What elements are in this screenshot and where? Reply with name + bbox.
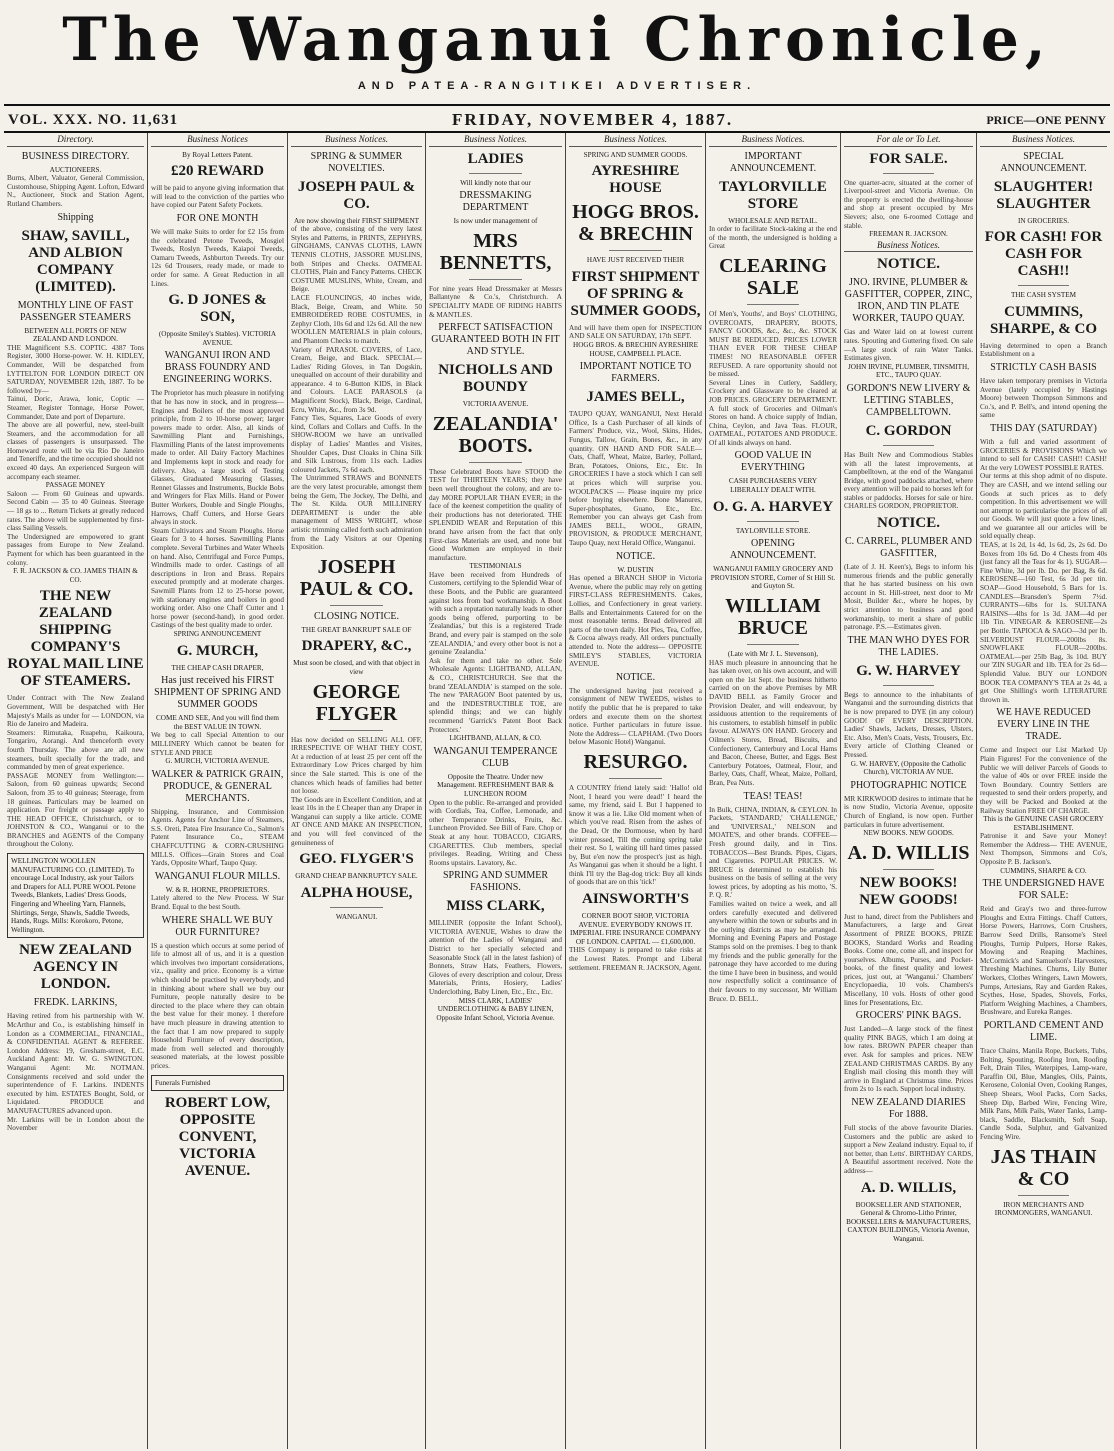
advert-block: Fancy Ties, Squares, Lace Goods of every kind, Collars and Collars and Cuffs. In the SHOW-ROOM we have an unrivalled display of Ladies' Mantles and Visites, Shoulder Capes, Dust Cloaks in China Silk and Silk Lustrous, from 11s each. Ladies coloured Jackets, 7s 6d each. xyxy=(291,414,422,474)
advert-block: IMPORTANT NOTICE TO FARMERS. xyxy=(579,361,692,385)
divider xyxy=(883,869,935,870)
column-1 xyxy=(4,133,147,1449)
advert-block: Must soon be closed, and with that object in view xyxy=(293,659,420,676)
advert-block: WANGANUI TEMPERANCE CLUB xyxy=(433,745,558,769)
advert-block: GEORGE FLYGER xyxy=(312,680,401,725)
advert-block: We will make Suits to order for £2 15s from the celebrated Petone Tweeds, Mosgiel Tweeds, Roslyn Tweeds, Kaiapoi Tweeds, Oamaru Tweeds, Ashburton Tweeds. Try our 12s 6d Trousers, ready made, or made to order for same. A Great Reduction in all Lines. xyxy=(151,227,284,288)
divider xyxy=(1018,285,1069,286)
divider xyxy=(747,521,798,522)
advert-block: ZEALANDIA' BOOTS. xyxy=(432,412,559,457)
advert-block: DRESSMAKING DEPARTMENT xyxy=(459,190,532,214)
advert-block: And will have them open for INSPECTION AND SALE ON SATURDAY, 17th SEPT. xyxy=(569,323,702,341)
divider xyxy=(469,462,522,463)
advert-block: TEAS, at 1s 2d, 1s 4d, 1s 6d, 2s, 2s 6d. Do Boxes from 10s 6d. Do 4 Chests from 40s (just fancy all the Teas for 4s 1). SUGAR—Fine White, 3d per lb. Do. per Bag, 8s 6d. KEROSENE—160 Test, 6s 3d per tin. SOAP—Good Household, 5 Bars for 1s. CANDLES—Bransden's Sperm 7½d. CURRANTS—6lbs for 1s. SULTANA RAISINS—4lbs for 1s 3d. JAM—4d per 1lb Tin. VINEGAR & KEROSENE—2s per Bottle. TAPIOCA & SAGO—3d per lb. SILVERDUST FLOUR—200lbs 8s. SNOWFLAKE FLOUR—200lbs. OATMEAL—per 25lb Bag, 3s 10d. BUY our 'ZIN SUGAR and 1lb. TEA for 2s 6d—Splendid Value. BUY our LONDON BOOK TEA COMPANY'S TEA at 2s 4d, a get One Shilling's worth LITERATURE thrown in. xyxy=(980,541,1107,704)
advert-block: CLOSING NOTICE. xyxy=(314,610,399,622)
advert-block: PORTLAND CEMENT AND LIME. xyxy=(983,1019,1104,1043)
advert-block: The undersigned having just received a consignment of NEW TWEEDS, wishes to notify the public that he is prepared to take orders and execute them on the shortest notice. Further particulars in future issue. Note the Address— CLAPHAM. (Two Doors below Masonic Hotel) Wanganui. xyxy=(569,686,702,747)
issue-price: PRICE—ONE PENNY xyxy=(986,113,1106,127)
advert-block: WANGANUI FAMILY GROCERY AND PROVISION STORE, Corner of St Hill St. and Guyton St. xyxy=(710,565,836,591)
advert-block: The Goods are in Excellent Condition, and at least 10s in the £ Cheaper than any Draper in Wanganui can supply a like article. COME AT ONCE AND MAKE AN INSPECTION, and you will feel convinced of the genuineness of xyxy=(291,795,422,847)
advert-block: G. W. HARVEY xyxy=(856,662,961,679)
advert-block: PHOTOGRAPHIC NOTICE xyxy=(850,779,967,791)
advert-block: LACE FLOUNCINGS, 40 inches wide, Black, Beige, Cream, and White. 50 EMBROIDERED ROBE COSTUMES, in Zephyr Cloth, 10s 6d and 12s 6d. All the new WOOLLEN MATERIALS in plain colours, and Phantom Checks to match. xyxy=(291,293,422,345)
advert-block: GOOD VALUE IN EVERYTHING xyxy=(734,450,812,474)
advert-block: Tainui, Doric, Arawa, Ionic, Coptic — Steamer, Register Tonnage, Horse Power, Commander, Date and port of Departure. xyxy=(7,395,144,421)
advert-block: WILLIAM BRUCE xyxy=(725,595,821,640)
advert-block: SPRING & SUMMER NOVELTIES. xyxy=(310,150,403,174)
advert-block: WANGANUI. xyxy=(335,912,378,921)
advert-block: G. W. HARVEY, (Opposite the Catholic Church), VICTORIA AV NUE. xyxy=(850,759,967,777)
divider xyxy=(609,778,662,779)
divider xyxy=(469,279,522,280)
advert-block: Having retired from his partnership with W. McArthur and Co., is establishing himself in London as a COMMERCIAL, FINANCIAL, & CONFIDENTIAL AGENT & REFEREE. London Address: 19, Gresham-street, E.C. Auckland Agent: Mr. W. G. SWINGTON. Wanganui Agent: Mr. NOTMAN. Consignments received and sold under the superintendence of F. Larkins. INDENTS executed by him. ESTATES Bought, Sold, or Liquidated. PRODUCE and MANUFACTURES advanced upon. xyxy=(7,1012,144,1115)
column-3 xyxy=(287,133,425,1449)
advert-block: TAUPO QUAY, WANGANUI, Next Herald Office, Is a Cash Purchaser of all kinds of Farmers' Produce, viz., Wool, Skins, Hides, Fungus, Tallow, Grain, Bones, &c., in any quantity. ON HAND AND FOR SALE—Oats, Chaff, Wheat, Maize, Barley, Pollard, Bran, Potatoes, Onions, Etc., Etc. In GROCERIES I have a stock which I can sell at prices which will surprise you. WOOLPACKS — Please inquire my price before buying elsewhere. Bone Manures, Super-phosphates, Guano, Etc., Etc. Remember you can always get Cash from JAMES BELL, WOOL, GRAIN, PROVISION, & PRODUCE MERCHANT, Taupo Quay, next Herald Office, Wanganui. xyxy=(569,410,702,548)
advert-block: LIGHTBAND, ALLAN, & CO. xyxy=(449,734,542,743)
advert-block: MISS CLARK, LADIES' UNDERCLOTHING & BABY LINEN, Opposite Infant School, Victoria Avenue. xyxy=(436,996,555,1022)
advert-block: Just to hand, direct from the Publishers and Manufacturers, a large and Great Assortment of PRIZE BOOKS, PRIZE BOOKS, Standard Works and Reading Books. Come one, come all, and inspect for yourselves. Albums, Purses, and Pocket-books, of the finest quality and lowest prices, just out, at 'Wanganui.' Chambers' Encyclopaedia, 10 vols. Chambers's Miscellany, 10 vols. Hosts of other good lines for Presentations, Etc. xyxy=(844,912,973,1007)
advert-block: IRON MERCHANTS AND IRONMONGERS, WANGANUI. xyxy=(994,1200,1093,1218)
column-header: For ale or To Let. xyxy=(844,133,973,147)
advert-block: WANGANUI FLOUR MILLS. xyxy=(154,870,281,882)
advert-block: A. D. WILLIS xyxy=(847,841,970,864)
advert-block: Having determined to open a Branch Establishment on a xyxy=(980,341,1107,359)
issue-date: FRIDAY, NOVEMBER 4, 1887. xyxy=(452,110,734,129)
advert-block: NICHOLLS AND BOUNDY xyxy=(438,362,553,396)
advert-block: Ask for them and take no other. Sole Wholesale Agents: LIGHTBAND, ALLAN, & CO., CHRISTCHURCH. See that the brand 'ZEALANDIA' is stamped on the sole. The new 'PARAGON' Boot patented by us, and the INDESTRUCTIBLE TOE, are splendid things; and we can highly recommend 'Garrick's Patent Boot Back Protectors.' xyxy=(429,656,562,734)
advert-block: THE CHEAP CASH DRAPER, xyxy=(171,663,264,672)
advert-block: AINSWORTH'S xyxy=(582,891,689,908)
advert-block: JAMES BELL, xyxy=(586,389,685,406)
top-rule xyxy=(4,104,1110,106)
advert-block: SPRING ANNOUNCEMENT xyxy=(173,629,262,638)
advert-block: With a full and varied assortment of GROCERIES & PROVISIONS Which we intend to sell for CASH! CASH!! CASH! At the very LOWEST POSSIBLE RATES. xyxy=(980,437,1107,472)
advert-block: ALPHA HOUSE, xyxy=(300,884,413,901)
advert-block: WANGANUI IRON AND BRASS FOUNDRY AND ENGINEERING WORKS. xyxy=(163,350,272,386)
advert-block: THE Magnificent S.S. COPTIC. 4387 Tons Register, 3000 Horse-power. W. H. KIDLEY, Commander, Will be despatched from LYTTELTON FOR LONDON DIRECT ON SATURDAY, NOVEMBER 12th, 1887. To be followed by— xyxy=(7,343,144,395)
advert-block: MRS BENNETTS, xyxy=(439,229,552,274)
advert-block: Open to the public. Re-arranged and provided with Cordials, Tea, Coffee, Lemonade, and other Temperance Drinks, Fruits, &c. Luncheon Provided. See Bill of Fare. Chop or Steak at any hour. TOBACCO, CIGARS, CIGARETTES. Club members, special privileges. Reading, Writing and Chess Rooms upstairs. Lavatory, &c. xyxy=(429,798,562,867)
advert-block: NEW BOOKS. NEW GOODS. xyxy=(863,829,954,838)
advert-block: These Celebrated Boots have STOOD the TEST for THIRTEEN YEARS; they have been well throughout the colony, and are to-day MORE POPULAR THAN EVER; in the face of the keenest competition the quality of their productions has not deteriorated. THE SPLENDID WEAR and Reputation of this brand have arisen from the fact that only First-class Materials are used, and none but Good Workmen are employed in their manufacture. xyxy=(429,467,562,562)
advert-block: Has now decided on SELLING ALL OFF, IRRESPECTIVE OF WHAT THEY COST, At a reduction of at least 25 per cent off the Extraordinary Low Prices charged by him since the Sale started. This is one of the chances which heads of families had better not loose. xyxy=(291,735,422,796)
divider xyxy=(883,685,935,686)
advert-block: Of Men's, Youths', and Boys' CLOTHING, OVERCOATS, DRAPERY, BOOTS, FANCY GOODS, &c., &c., &c. STOCK MUST BE REDUCED. PRICES LOWER THAN EVER FOR THESE CHEAP TIMES! NO REASONABLE OFFER REFUSED. A rare opportunity should not be missed. xyxy=(709,309,837,379)
advert-block: HOGG BROS. & BRECHIN xyxy=(572,201,699,246)
advert-block: FOR CASH! FOR CASH FOR CASH!! xyxy=(984,229,1103,280)
advert-block: NEW ZEALAND DIARIES For 1888. xyxy=(851,1097,966,1120)
advert-block: A. D. WILLIS, xyxy=(860,1179,957,1196)
advert-block: WHOLESALE AND RETAIL. xyxy=(728,216,818,225)
advert-block: will be paid to anyone giving information that will lead to the conviction of the parties who have copied our Patent Safety Pockets. xyxy=(151,184,284,210)
advert-block: BUSINESS DIRECTORY. xyxy=(21,150,130,162)
advert-block: TESTIMONIALS xyxy=(469,562,522,571)
advert-block: JAS THAIN & CO xyxy=(990,1145,1097,1190)
advert-block: Under Contract with The New Zealand Government, Will be despatched with Her Majesty's Mails as under for — LONDON, via Rio de Janeiro and Madeira. xyxy=(7,694,144,729)
advert-block: C. CARREL, PLUMBER AND GASFITTER, xyxy=(845,536,972,560)
advert-block: (Late of J. H. Keen's), Begs to inform his numerous friends and the public generally that he has started business on his own account in St. Hill-street, next door to Mr Mosit, Builder &c., where he hopes, by strict attention to business and good workmanship, to merit a share of public patronage. P.S.—Estimates given. xyxy=(844,563,973,632)
advert-block: Business Notices. xyxy=(844,239,973,253)
advert-block: BETWEEN ALL PORTS OF NEW ZEALAND AND LONDON. xyxy=(24,326,127,344)
advert-block: COME AND SEE, And you will find them the BEST VALUE IN TOWN. xyxy=(156,714,279,731)
advert-block: STRICTLY CASH BASIS xyxy=(990,361,1097,373)
advert-block: F. R. JACKSON & CO. JAMES THAIN & CO. xyxy=(13,567,138,584)
advert-block: OPENING ANNOUNCEMENT. xyxy=(729,538,817,562)
column-header: Business Notices xyxy=(151,133,284,147)
advert-block: CLEARING SALE xyxy=(719,254,827,299)
advert-block: PASSAGE MONEY xyxy=(45,481,106,490)
advert-block: Has opened a BRANCH SHOP in Victoria Avenue, where the public may rely on getting FIRST-CLASS REFRESHMENTS. Cakes, Lollies, and Confectionery in great variety. Balls and Entertainments Catered for on the most reasonable terms. Bread delivered all parts of the town daily. Hot Pies, Tea, Coffee, & Cocoa always ready. All orders punctually attended to. Note the address— OPPOSITE SMILEY'S STABLES, VICTORIA AVENUE. xyxy=(569,574,702,669)
advert-block: FREDK. LARKINS, xyxy=(33,997,118,1009)
advert-block: Trace Chains, Manila Rope, Buckets, Tubs, Bolting, Spouting, Roofing Iron, Roofing Felt, Drain Tiles, Waterpipes, Lamp-ware, Paraffin Oil, Blue, Mangles, Oils, Paints, Kerosene, Colonial Oven, Cooking Ranges, Sheep Shears, Wool Packs, Corn Sacks, Sheep Dip, Barbed Wire, Fencing Wire, Milk Pans, Milk Pails, Water Tanks, Lamp-black, Saddle, Blacksmith, Soft Soap, Candle Soda, Sulphur, and Galvanized Fencing Wire. xyxy=(980,1046,1107,1141)
advert-block: IN GROCERIES. xyxy=(1017,216,1070,225)
advert-block: Gas and Water laid on at lowest current rates. Spouting and Guttering fixed. On sale—A large stock of rain Water Tanks. Estimates given. xyxy=(844,328,973,363)
divider xyxy=(747,644,798,645)
advert-block: The Proprietor has much pleasure in notifying that he has now in stock, and in progress— Engines and Boilers of the most approved principle, from 2 to 10-horse power; larger powers made to order. Also, all kinds of Sawmilling Plant and Furnishings, Flaxmilling Plants of the latest improvements made to order. All Dairy Factory Machines and Implements kept in stock and ready for delivery. Also, a large stock of Testing Glasses, Graduated Measuring Glasses, Rennet Glasses and Instruments, Buckle Bobs and Wringers for Flax Mills. Hand or Power Butter Workers, Double and Single Ploughs, Harrows, Chaff Cutters, and Horse Gears always in stock. xyxy=(151,389,284,527)
column-header: Business Notices. xyxy=(429,133,562,147)
advert-block: HOGG BROS. & BRECHIN AYRESHIRE HOUSE, CAMPBELL PLACE. xyxy=(573,340,698,358)
advert-block: Burns, Albert, Valuator, General Commission, Customhouse, Shipping Agent. Lofton, Edward N., Auctioneer, Stock and Station Agent, Rutland Chambers. xyxy=(7,174,144,208)
advert-block: Opposite the Theatre. Under new Management. REFRESHMENT BAR & LUNCHEON ROOM xyxy=(437,772,554,798)
advert-block: The Untrimmed STRAWS and BONNETS are the very latest procurable, amongst them being the Gem, The Jockey, The Delhi, and The St. Kilda. OUR MILLINERY DEPARTMENT is under the able management of MISS WRIGHT, whose artistic trimming called forth such admiration from the Lady Visitors at our Opening Exposition. xyxy=(291,474,422,552)
advert-block: W. DUSTIN xyxy=(617,565,654,574)
masthead xyxy=(0,0,1114,108)
advert-block: One quarter-acre, situated at the corner of Liverpool-street and Victoria Avenue. On the property is erected the dwelling-house and shop at present occupied by Mrs Sievers; also, one 6-roomed Cottage and stable. xyxy=(844,178,973,230)
advert-block: Variety of PARASOL COVERS, of Lace, Cream, Beige, and Black. SPECIAL—Ladies' Riding Gloves, in Tan Dogskin, unequalled on account of their durability and appearance. 4 to 6-Button KIDS, in Black and Colours. LACE PARASOLS (a Magnificent Stock), Black, Beige, Cardinal, Ecru, White, &c., from 3s 9d. xyxy=(291,345,422,414)
advert-block: CUMMINS, SHARPE & CO. xyxy=(1000,866,1087,875)
advert-block: NOTICE. xyxy=(877,515,940,532)
advert-block: THE CASH SYSTEM xyxy=(1010,291,1077,300)
advert-block: RESURGO. xyxy=(583,750,688,773)
advert-block: G. MURCH, xyxy=(176,642,259,659)
advert-block: Lately altered to the New Process. W Star Brand. Equal to the best South. xyxy=(151,894,284,912)
advert-block: Steam Cultivators and Steam Ploughs. Horse Gears for 3 to 4 horses. Sawmilling Plants complete. Several Turbines and Water Wheels on hand. Also, Centrifugal and Force Pumps, Windmills made to order. Castings of all descriptions in Iron and Brass. Repairs executed promptly and at moderate charges. Sawmill Plants from 12 to 25-horse power, with stationary engines and boilers in good working order. Also one Chaff Cutter and 1 horse power (second-hand), in good order. Castings of the best quality made to order. xyxy=(151,526,284,630)
advert-block: This is the GENUINE CASH GROCERY ESTABLISHMENT. xyxy=(983,815,1104,832)
advert-block: THE UNDERSIGNED HAVE FOR SALE: xyxy=(982,878,1105,902)
advert-block: ROBERT LOW, OPPOSITE CONVENT, VICTORIA AVENUE. xyxy=(164,1095,271,1180)
advert-block: Reid and Gray's two and three-furrow Ploughs and Extra Fittings. Chaff Cutters, Horse Powers, Harrows, Corn Crushers, Barrow Seed Drills, Ransome's Steel Ploughs, Turnip Pulpers, Horse Rakes, Mowing and Reaping Machines, McCormick's and Samuelson's Harvesters, Threshing Machines. Churns, Lily Butter Workers, Clothes Wringers, Lawn Mowers, Pumps, Artesians, Ray and Garden Rakes, Scythes, Hose, Spades, Shovels, Forks, Platform Weighing Machines, a Chambers, Brushware, and Eureka Ranges. xyxy=(980,905,1107,1017)
advert-block: SPRING AND SUMMER GOODS. xyxy=(583,150,688,159)
advert-block: IMPORTANT ANNOUNCEMENT. xyxy=(729,150,817,174)
advert-block: Just Landed—A large stock of the finest quality PINK BAGS, which I am doing at low rates. BROWN PAPER cheaper than ever. Ask for samples and prices. NEW ZEALAND CHRISTMAS CARDS. By any English mail closing this month they will arrive in England at Christmas time. Prices from 2s to 1s each. Support local industry. xyxy=(844,1025,973,1094)
advert-block: GORDON'S NEW LIVERY & LETTING STABLES, CAMPBELLTOWN. xyxy=(846,382,971,418)
column-4 xyxy=(425,133,565,1449)
advert-block: FIRST SHIPMENT OF SPRING & SUMMER GOODS, xyxy=(570,268,701,319)
divider xyxy=(469,173,522,174)
column-5 xyxy=(565,133,705,1449)
column-header: Directory. xyxy=(7,133,144,147)
advert-block: SPECIAL ANNOUNCEMENT. xyxy=(1000,150,1087,174)
divider xyxy=(883,445,935,446)
advert-block: of the above, consisting of the very latest Styles and Patterns, in PRINTS, ZEPHYRS, GINGHAMS, CANVAS CLOTHS, LAWN TENNIS CLOTHS, JASSORE MUSLINS, both Stripes and Checks. OATMEAL CLOTHS, Plain and Fancy Patterns. CHECK COSTUME MUSLINS, White, Cream, and Beige. xyxy=(291,225,422,294)
advert-block: Saloon — From 60 Guineas and upwards. Second Cabin — 35 to 40 Guineas. Steerage — 18 gs to ... Return Tickets at greatly reduced rates. The above will be supplemented by first-class Sailing Vessels. xyxy=(7,489,144,533)
advert-block: Funerals Furnished xyxy=(151,1075,284,1092)
advert-block: SPRING AND SUMMER FASHIONS. xyxy=(442,870,549,894)
advert-block: WELLINGTON WOOLLEN MANUFACTURING CO. (LIMITED). To encourage Local Industry, ask your Tailors and Drapers for ALL PURE WOOL Petone Tweeds, Blankets, Ladies' Dress Goods, Fingering and Wheeling Yarn, Flannels, Shirtings, Serge, Shawls, Saddle Tweeds, Hands, Rugs. Mills: Korokoro, Petone, Wellington. xyxy=(7,853,144,938)
advert-block: Has just received his FIRST SHIPMENT OF SPRING AND SUMMER GOODS xyxy=(154,675,281,711)
divider xyxy=(330,605,382,606)
advert-block: BOOKSELLER AND STATIONER, General & Chromo-Litho Printer, BOOKSELLERS & MANUFACTURERS, CAXTON BUILDINGS, Victoria Avenue, Wanganui. xyxy=(846,1200,971,1243)
advert-block: FREEMAN R. JACKSON. xyxy=(869,230,948,239)
advert-block: CASH PURCHASERS VERY LIBERALLY DEALT WITH. xyxy=(728,477,818,495)
advert-block: A COUNTRY friend lately said: 'Hallo! old Noot, I heard you were dead!' I heard the same, my friend, said I. But I happened to know it was a lie. Like Old moment when of which you've read. Risen from the ashes of the Dead, Or the Dormouse, when by hard winter pressed, Till the coming spring take their rest. So I, waiting till hard times passed by, But e'en now the prospect's just as high. As Wanganui gas when it should be a light. I think I'll try the Bag-dog trick: Buy all kinds of goods that are on this 'tick!' xyxy=(569,783,702,887)
advert-block: Have been received from Hundreds of Customers, certifying to the Splendid Wear of these Boots, and the Public are guaranteed against loss from bad workmanship. A Boot with such a reputation naturally leads to other goods being offered, purporting to be 'Zealandias,' but this is a registered Trade Brand, and every pair is stamped on the sole 'ZEALANDIA,' and every other boot is not a genuine 'Zealandia.' xyxy=(429,570,562,657)
columns-container xyxy=(4,133,1110,1449)
masthead-subtitle: AND PATEA-RANGITIKEI ADVERTISER. xyxy=(357,80,757,92)
advert-block: Have taken temporary premises in Victoria Avenue (lately occupied by Hastings Moore) between Thompson Simmons and Co.'s, and P. Bell's, and intend opening the same xyxy=(980,376,1107,420)
advert-block: GROCERS' PINK BAGS. xyxy=(855,1010,962,1022)
divider xyxy=(330,730,382,731)
advert-block: WALKER & PATRICK GRAIN, PRODUCE, & GENERAL MERCHANTS. xyxy=(151,768,284,804)
advert-block: JOSEPH PAUL & CO. xyxy=(297,178,416,212)
advert-block: GEO. FLYGER'S xyxy=(299,851,414,868)
advert-block: THIS Company is prepared to take risks at the Lowest Rates. Prompt and Liberal settlement. FREEMAN R. JACKSON, Agent. xyxy=(569,946,702,972)
advert-block: AYRESHIRE HOUSE xyxy=(591,163,680,197)
advert-block: MONTHLY LINE OF FAST PASSENGER STEAMERS xyxy=(17,299,134,323)
advert-block: VICTORIA AVENUE. xyxy=(462,400,529,409)
column-6 xyxy=(705,133,840,1449)
column-header: Business Notices. xyxy=(291,133,422,147)
advert-block: Shipping, Insurance, and Commission Agents. Agents for Anchor Line of Steamers, S.S. Oreti, Patea Fire Insurance Co., Salmon's Patent Insurance Co., STEAM CHAFFCUTTING & CORN-CRUSHING MILLS. Offices—Grain Stores and Coal Yards, Opposite Wharf, Taupo Quay. xyxy=(151,807,284,868)
advert-block: NOTICE. xyxy=(877,256,940,273)
advert-block: SHAW, SAVILL, AND ALBION COMPANY (LIMITED). xyxy=(21,227,130,295)
advert-block: LADIES xyxy=(467,150,524,167)
volume-number: VOL. XXX. NO. 11,631 xyxy=(8,112,179,128)
advert-block: TAYLORVILLE STORE. xyxy=(735,526,811,535)
column-7 xyxy=(840,133,976,1449)
advert-block: Mr. Larkins will be in London about the November xyxy=(7,1115,144,1133)
advert-block: NOTICE. xyxy=(615,550,656,562)
advert-block: Full stocks of the above favourite Diaries. Customers and the public are asked to support a New Zealand industry. Equal to, if not better, than Letts'. BIRTHDAY CARDS, A Beautiful assortment received. Note the address— xyxy=(844,1124,973,1175)
advert-block: NOTICE. xyxy=(615,671,656,683)
advert-block: JOSEPH PAUL & CO. xyxy=(299,555,414,600)
column-8 xyxy=(976,133,1110,1449)
advert-block: WE HAVE REDUCED EVERY LINE IN THE TRADE. xyxy=(996,707,1091,743)
advert-block: Families waited on twice a week, and all orders carefully executed and delivered anywhere within the town or suburbs and in the outlying districts as may be arranged. Morning and Evening Papers and Postage Stamps sold on the premises. I beg to thank my friends and the public generally for the patronage they have accorded to me during the time I have been in business, and would now respectfully solicit a continuance of their favours to my successor, Mr William Bruce. D. BELL. xyxy=(709,900,837,1003)
advert-block: TAYLORVILLE STORE xyxy=(719,178,827,212)
advert-block: Come and Inspect our List Marked Up Plain Figures! For the convenience of the Public we will deliver Parcels of Goods to the value of 40s or over FREE inside the Town Boundary. Country Settlers are requested to send their orders properly, and they will be Packed and Booked at the Railway Station FREE OF CHARGE. xyxy=(980,746,1107,815)
advert-block: W. & R. HORNE, PROPRIETORS. xyxy=(165,885,270,894)
advert-block: IS a question which occurs at some period of life to almost all of us, and it is a question which involves two important considerations, viz., quality and price. Economy is a virtue which should be practised by everybody, and in thinking about where shall we buy our Furniture, people naturally desire to be directed to the place where they can obtain the best value for their money. I therefore have much pleasure in drawing attention to the fact that I am now prepared to supply Household Furniture of every description, made from well selected and thoroughly seasoned materials, at the lowest possible prices. xyxy=(151,941,284,1070)
advert-block: The above are all powerful, new, steel-built Steamers, and the accommodation for all classes of passengers is unsurpassed. The Homeward route will be via Rio De Janeiro and Teneriffe, and the time occupied should not exceed 40 days. An experienced Surgeon will accompany each steamer. xyxy=(7,421,144,481)
column-header: Business Notices. xyxy=(980,133,1107,147)
divider xyxy=(330,907,382,908)
advert-block: We beg to call Special Attention to our MILLINERY Which cannot be beaten for STYLE AND PRICE xyxy=(151,731,284,757)
advert-block: IMPERIAL FIRE INSURANCE COMPANY OF LONDON. CAPITAL — £1,600,000. xyxy=(569,929,702,946)
column-header: Business Notices. xyxy=(709,133,837,147)
advert-block: Several Lines in Cutlery, Saddlery, Crockery and Glassware to be cleared at JOB PRICES. GROCERY DEPARTMENT. A full stock of Groceries and Oilman's Stores on hand. A choice supply of Indian, China, Ceylon, and Java Teas. FLOUR, OATMEAL, POTATOES AND PRODUCE. Of all kinds always on hand. xyxy=(709,378,837,447)
advert-block: AUCTIONEERS. xyxy=(49,165,102,174)
advert-block: PERFECT SATISFACTION GUARANTEED BOTH IN FIT AND STYLE. xyxy=(431,322,560,358)
advert-block: Is now under management of xyxy=(453,217,538,226)
advert-block: Steamers: Rimutaka, Ruapehu, Kaikoura, Tongariro, Aorangi. And thenceforth every fourth Thursday. The above are all new steamers, built specially for the trade, and commanded by men of great experience. xyxy=(7,728,144,772)
column-2 xyxy=(147,133,287,1449)
advert-block: MISS CLARK, xyxy=(446,898,545,915)
advert-block: HAVE JUST RECEIVED THEIR xyxy=(586,256,685,265)
advert-block: JNO. IRVINE, PLUMBER & GASFITTER, COPPER, ZINC, IRON, AND TIN PLATE WORKER, TAUPO QUAY. xyxy=(844,277,973,325)
advert-block: FOR SALE. xyxy=(869,150,948,167)
advert-block: (Late with Mr J. L. Stevenson), xyxy=(727,650,819,659)
divider xyxy=(609,250,662,251)
advert-block: MR KIRKWOOD desires to intimate that he is now Studio, Victoria Avenue, opposite Church of England, is now open. Further particulars in future advertisement. xyxy=(844,794,973,829)
advert-block: G. MURCH, VICTORIA AVENUE. xyxy=(165,757,270,766)
advert-block: Shipping xyxy=(57,211,94,223)
advert-block: By Royal Letters Patent. xyxy=(182,150,253,159)
divider xyxy=(747,304,798,305)
advert-block: CUMMINS, SHARPE, & CO xyxy=(989,303,1098,337)
advert-block: CORNER BOOT SHOP, VICTORIA AVENUE. EVERYBODY KNOWS IT. xyxy=(578,912,693,929)
column-header: Business Notices. xyxy=(569,133,702,147)
advert-block: TEAS! TEAS! xyxy=(743,790,803,802)
advert-block: NEW ZEALAND AGENCY IN LONDON. xyxy=(19,942,132,993)
advert-block: FOR ONE MONTH xyxy=(176,212,259,224)
advert-block: Will kindly note that our xyxy=(460,178,531,187)
advert-block: Patronise it and Save your Money! Remember the Address— THE AVENUE, Next Thompson, Simmons and Co's, Opposite P. B. Jackson's. xyxy=(980,832,1107,867)
advert-block: In Bulk, CHINA, INDIAN, & CEYLON. In Packets, 'STANDARD,' 'CHALLENGE,' and 'UNIVERSAL,' NELSON and MOATE'S, and other brands. COFFEE—Fresh ground daily, and in Tins. TOBACCOS—Best Brands. Pipes, Cigars, and Cigarettes. POPULAR PRICES. W. BRUCE is determined to establish his business on the basis of selling at the very lowest prices, by adopting as his motto, 'S. P. Q. R.' xyxy=(709,805,837,900)
advert-block: NEW BOOKS! NEW GOODS! xyxy=(859,874,958,908)
advert-block: Begs to announce to the inhabitants of Wanganui and the surrounding districts that he is now prepared to DYE (in any colour) GOOD! OF EVERY DESCRIPTION. Ladies' Shawls, Jackets, Dresses, Ulsters, Etc. Also, Men's Coats, Vests, Trousers, Etc. Every article of Clothing Cleaned or Pressed. xyxy=(844,690,973,759)
divider xyxy=(1018,1195,1069,1196)
advert-block: Has Built New and Commodious Stables with all the latest improvements, at Campbelltown, at the end of the Wanganui Bridge, with good paddocks attached, where every attention will be paid to horses left for stables or paddocks. Horses for sale or hire. CHARLES GORDON, PROPRIETOR. xyxy=(844,450,973,511)
advert-block: (Opposite Smiley's Stables). VICTORIA AVENUE. xyxy=(158,330,277,347)
advert-block: GRAND CHEAP BANKRUPTCY SALE. xyxy=(295,872,418,881)
advert-block: G. D JONES & SON, xyxy=(168,292,267,326)
advert-block: C. GORDON xyxy=(865,422,952,439)
advert-block: O. G. A. HARVEY xyxy=(712,498,834,515)
advert-block: MILLINER (opposite the Infant School), VICTORIA AVENUE, Wishes to draw the attention of the Ladies of Wanganui and District to her specially selected and Seasonable Stock (all in the latest fashion) of Bonnets, Straw Hats, Feathers, Flowers, Gloves of every description and colour, Dress Materials, Prints, Hosiery, Ladies' Underclothing, Baby Linen, Etc., Etc., Etc. xyxy=(429,919,562,997)
divider xyxy=(883,173,935,174)
advert-block: SLAUGHTER! SLAUGHTER xyxy=(993,178,1094,212)
advert-block: HAS much pleasure in announcing that he has taken over, on his own account, and will open on the 1st Sept. the business hitherto carried on on the above Premises by MR DAVID BELL as Family Grocer and Provision Dealer, and will endeavour, by assiduous attention to the requirements of his customers, to establish himself in public favour. ALWAYS ON HAND. Grocery and Oilmen's Stores, Bread, Biscuits, and Confectionery, Canterbury and Local Hams and Bacon, Cheese, Butter, and Eggs. Best Canterbury Potatoes, Oatmeal, Flour, and Barley, Oats, Chaff, Wheat, Maize, Pollard, Bran, Pea Nuts. xyxy=(709,658,837,787)
advert-block: THE NEW ZEALAND SHIPPING COMPANY'S ROYAL MAIL LINE OF STEAMERS. xyxy=(7,588,144,690)
advert-block: THE GREAT BANKRUPT SALE OF xyxy=(301,625,412,634)
advert-block: DRAPERY, &C., xyxy=(301,638,412,655)
advert-block: Our terms at this shop admit of no dispute. They are CASH, and we intend selling our Goods at such prices as to defy competition. In this advertisement we will not attempt to particularise the prices of all our Goods. We will just quote a few lines, and we guarantee all our articles will be sold equally cheap. xyxy=(980,472,1107,541)
masthead-title: The Wanganui Chronicle, xyxy=(62,5,1052,75)
advert-block: THIS DAY (SATURDAY) xyxy=(990,422,1097,434)
dateline xyxy=(4,110,1110,132)
advert-block: £20 REWARD xyxy=(171,163,264,180)
advert-block: WHERE SHALL WE BUY OUR FURNITURE? xyxy=(161,914,274,938)
advert-block: THE MAN WHO DYES FOR THE LADIES. xyxy=(847,634,970,658)
advert-block: PASSAGE MONEY from Wellington:— Saloon, from 60 guineas upwards; Second Saloon, from 35 to 40 guineas; Steerage, from 18 guineas. Particulars may be learned on application. For freight or passage apply to THE HEAD OFFICE, Christchurch, or to JOHNSTON & CO., Wanganui or to the BRANCHES and AGENTS of the Company throughout the Colony. xyxy=(7,771,144,849)
advert-block: In order to facilitate Stock-taking at the end of the month, the undersigned is holding a Great xyxy=(709,225,837,251)
advert-block: For nine years Head Dressmaker at Messrs Ballantyne & Co.'s, Christchurch. A SPECIALITY MADE OF RIDING HABITS & MANTLES. xyxy=(429,284,562,319)
advert-block: The Undersigned are empowered to grant passages from Europe to New Zealand. Payment for which has been guaranteed in the colony. xyxy=(7,532,144,567)
advert-block: JOHN IRVINE, PLUMBER, TINSMITH, ETC., TAUPO QUAY. xyxy=(847,362,970,380)
advert-block: Are now showing their FIRST SHIPMENT xyxy=(293,216,420,225)
